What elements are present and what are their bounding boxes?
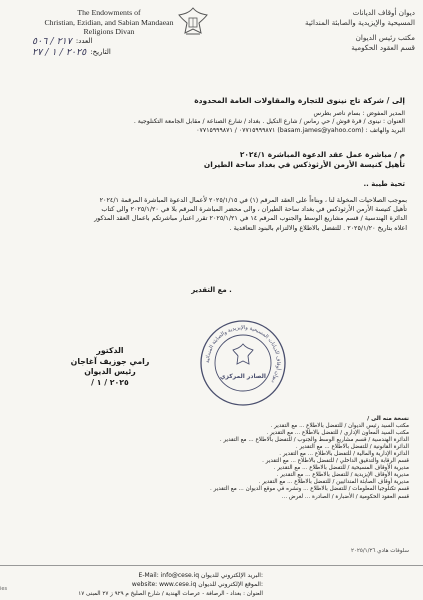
number-value: ٢١٧ / ٥٠٦ [32, 36, 72, 47]
subject-line: م / مباشرة عمل عقد الدعوة المباشرة ٢٠٢٤/١ [239, 150, 405, 159]
footer [0, 565, 423, 600]
english-header-line: Religions Divan [83, 27, 135, 36]
arabic-header-line: المسيحية والإيزيدية والصابئة المندائية [304, 17, 415, 27]
iraq-emblem-icon [175, 5, 211, 39]
english-header [34, 8, 184, 37]
subject-block [20, 150, 405, 170]
signature-line: الدكتور [96, 346, 124, 355]
signature-line: رئيس الديوان [84, 367, 136, 376]
cc-item: الدائرة الهندسية / قسم مشاريع الوسط والجنوب / للتفضل بالاطلاع ... مع التقدير . [219, 437, 409, 444]
addressee: إلى / شركة تاج نينوى للتجارة والمقاولات العامة المحدودة [194, 96, 405, 105]
address-line: البريد والهاتف : (basam.james@yahoo.com) ٠٧٧١٥٩٩٩٨٧١ / ٠٧٧١٥٩٩٩٨٧١ [196, 126, 405, 134]
footer-website-value: website: www.cese.iq [131, 581, 197, 588]
body-line: اعلاه بتاريخ ٢٠٢٥/١/٢٠ . للتفضل بالاطلاع والالتزام بالبنود التعاقدية . [229, 223, 407, 232]
arabic-header [285, 8, 415, 52]
cc-item: الدائرة الإدارية والمالية / للتفضل بالاطلاع ... مع التقدير . [279, 451, 409, 458]
date-value: ٢٠٢٥ / ١ / ٢٧ [32, 47, 87, 58]
footer-email-label: البريد الإلكتروني للديوان: [200, 572, 263, 579]
cc-item: مديرية الأوقاف الإيزيدية / للتفضل بالاطلاع ... مع التقدير . [276, 472, 409, 479]
arabic-header-line: ديوان أوقاف الديانات [352, 8, 415, 17]
cc-item: مكتب السيد المعاون الإداري / للتفضل بالاطلاع ... مع التقدير . [266, 430, 409, 437]
footer-website [132, 581, 263, 588]
greeting: تحية طيبة .. [363, 180, 405, 188]
number-date-block [32, 36, 132, 58]
cc-item: الدائرة القانونية / للتفضل بالاطلاع ... مع التقدير . [295, 444, 409, 451]
letter-body [15, 196, 407, 233]
address-line: العنوان : نينوى / قرة قوش / حي رماس / شارع التكيل . بغداد / شارع الصناعة / مقابل الجامعة التكنلوجية . [133, 118, 405, 126]
date-label: التاريخ: [90, 48, 111, 56]
footer-left-mark: ies [0, 586, 8, 592]
english-header-line: The Endowments of [77, 8, 141, 17]
official-stamp [198, 318, 288, 408]
cc-item: مديرية أوقاف الصابئة المندائيين / للتفضل بالاطلاع ... مع التقدير . [258, 479, 409, 486]
footer-email-value: E-Mail: info@cese.iq [138, 572, 200, 579]
signature-line: رامي جوزيف آغاجان [70, 356, 150, 366]
arabic-header-line: قسم العقود الحكومية [351, 42, 415, 52]
body-line: بموجب الصلاحيات المخولة لنا ، وبناءاً على العقد المرقم (١) في ٢٠٢٥/١/١٥ لأعمال الدعوة المباشرة المرقمة ٢٠٢٤/١ [99, 196, 407, 204]
footnote: سلوفات هادي ٢٠٢٥/١/٢٦ [351, 548, 409, 554]
body-line: الدائرة الهندسية / قسم مشاريع الوسط والجنوب المرقم ١٤ في ٢٠٢٥/١/٢١ تقرر اعتبار مباشرتكم باعمال العقد المذكور [94, 214, 407, 223]
number-label: العدد: [75, 37, 93, 45]
cc-title: نسخة منه الى / [367, 416, 409, 422]
stamp-ring-text: ديوان أوقاف الديانات المسيحية والإيزيدية والصابئة المندائية [204, 324, 282, 384]
cc-item: مكتب السيد رئيس الديوان / للتفضل بالاطلاع ... مع التقدير . [270, 423, 409, 430]
cc-list [159, 416, 409, 501]
footer-address: العنوان : بغداد - الرصافة - عرصات الهندية / شارع الصليخ م ٩٢٩ ز ٢٧ المبنى ١٧ [78, 591, 263, 597]
footer-website-label: الموقع الإلكتروني للديوان: [198, 581, 263, 588]
cc-item: قسم تكنلوجيا المعلومات / للتفضل بالاطلاع ... ونشره في موقع الديوان ... مع التقدير . [210, 486, 409, 493]
stamp-center-text: الصادر المركزي [220, 373, 266, 380]
address-block [20, 110, 405, 135]
body-line: تأهيل كنيسة الأرمن الأرثوذكس في بغداد ساحة الطيران ، والى محضر المباشرة المرقم بلا في ٢٠٢٥/١/٢٠ والى كتاب [101, 205, 407, 214]
arabic-header-line: مكتب رئيس الديوان [355, 33, 415, 42]
subject-line: تأهيل كنيسة الأرمن الأرثوذكس في بغداد ساحة الطيران [203, 160, 405, 169]
signature-line: ٢٠٢٥ / ١ / [91, 377, 129, 387]
closing: مع التقدير . [191, 286, 232, 294]
cc-item: قسم الرقابة والتدقيق الداخلي / للتفضل بالاطلاع ... مع التقدير . [262, 458, 409, 465]
address-line: المدير المفوض : بسام ناصر بطرس [313, 110, 405, 117]
cc-item: قسم العقود الحكومية / الأضبارة / الصادرة ... لغرض ... [281, 493, 409, 500]
footer-email [139, 572, 263, 579]
stamp-eagle-icon [233, 344, 253, 364]
english-header-line: Christian, Ezidian, and Sabian Mandaean [44, 17, 174, 27]
signature-block [40, 346, 180, 388]
cc-item: مديرية الأوقاف المسيحية / للتفضل بالاطلاع ... مع التقدير . [273, 465, 409, 472]
